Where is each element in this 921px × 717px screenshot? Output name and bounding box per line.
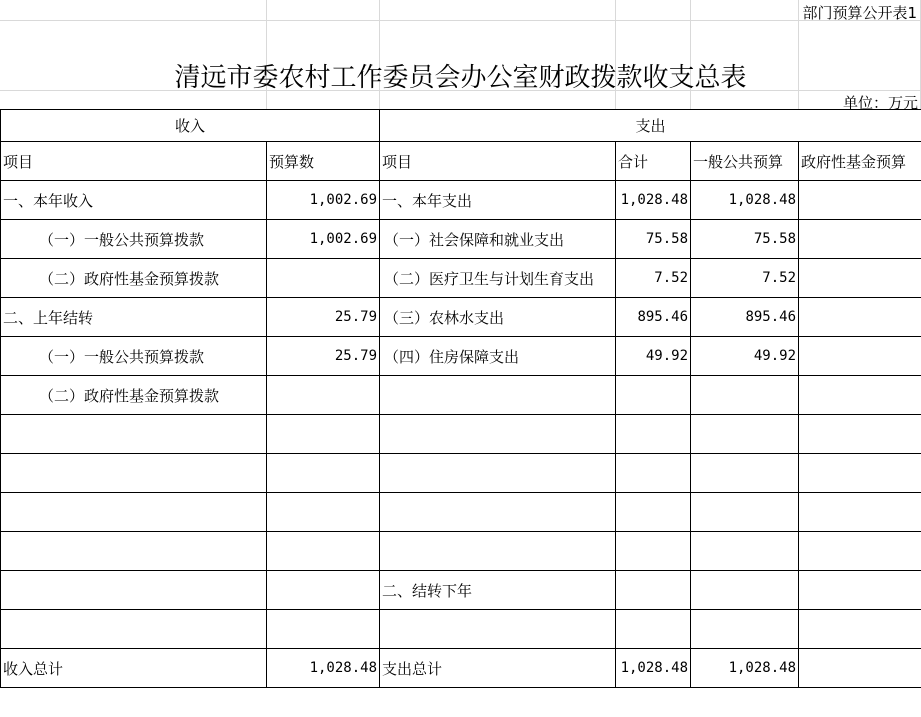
expense-fund-cell — [799, 181, 921, 220]
col-header-expense-fund: 政府性基金预算 — [799, 142, 921, 181]
income-item-cell: （二）政府性基金预算拨款 — [1, 259, 267, 298]
totals-row — [1, 649, 921, 688]
page-title: 清远市委农村工作委员会办公室财政拨款收支总表 — [174, 63, 747, 93]
income-total-value: 1,028.48 — [267, 649, 380, 688]
income-value-cell — [267, 454, 380, 493]
expense-general-cell — [691, 376, 799, 415]
expense-fund-cell — [799, 415, 921, 454]
income-value-cell — [267, 493, 380, 532]
expense-total-cell — [616, 532, 691, 571]
expense-general-cell — [691, 532, 799, 571]
table-row — [1, 259, 921, 298]
income-value-cell: 25.79 — [267, 298, 380, 337]
table-row — [1, 532, 921, 571]
table-row — [1, 493, 921, 532]
col-header-income-item: 项目 — [1, 142, 267, 181]
expense-item-cell — [380, 610, 616, 649]
income-total-label: 收入总计 — [1, 649, 267, 688]
income-item-cell: （一）一般公共预算拨款 — [1, 337, 267, 376]
expense-general-cell — [691, 571, 799, 610]
expense-fund-cell — [799, 376, 921, 415]
income-item-cell — [1, 610, 267, 649]
unit-label: 单位：万元 — [842, 94, 918, 112]
expense-general-cell — [691, 415, 799, 454]
expense-fund-cell — [799, 493, 921, 532]
income-value-cell: 1,002.69 — [267, 220, 380, 259]
expense-item-cell — [380, 532, 616, 571]
expense-item-cell: （三）农林水支出 — [380, 298, 616, 337]
income-section-header: 收入 — [1, 110, 380, 142]
expense-fund-cell — [799, 532, 921, 571]
table-row — [1, 454, 921, 493]
income-value-cell — [267, 610, 380, 649]
expense-total-fund — [799, 649, 921, 688]
expense-total-cell — [616, 610, 691, 649]
income-value-cell: 25.79 — [267, 337, 380, 376]
form-number: 部门预算公开表1 — [802, 4, 917, 22]
col-header-expense-general: 一般公共预算 — [691, 142, 799, 181]
table-row — [1, 610, 921, 649]
expense-total-cell — [616, 454, 691, 493]
expense-total-cell — [616, 415, 691, 454]
income-item-cell: （二）政府性基金预算拨款 — [1, 376, 267, 415]
col-header-income-budget: 预算数 — [267, 142, 380, 181]
expense-item-cell — [380, 454, 616, 493]
expense-total-cell — [616, 493, 691, 532]
table-row — [1, 181, 921, 220]
col-header-expense-total: 合计 — [616, 142, 691, 181]
expense-item-cell: （二）医疗卫生与计划生育支出 — [380, 259, 616, 298]
expense-total-sum: 1,028.48 — [616, 649, 691, 688]
expense-general-cell: 1,028.48 — [691, 181, 799, 220]
table-body — [1, 181, 921, 649]
expense-total-general: 1,028.48 — [691, 649, 799, 688]
income-item-cell: （一）一般公共预算拨款 — [1, 220, 267, 259]
income-value-cell — [267, 571, 380, 610]
expense-fund-cell — [799, 337, 921, 376]
expense-total-label: 支出总计 — [380, 649, 616, 688]
expense-fund-cell — [799, 220, 921, 259]
expense-total-cell: 75.58 — [616, 220, 691, 259]
expense-general-cell — [691, 454, 799, 493]
table-row — [1, 298, 921, 337]
expense-item-cell: （一）社会保障和就业支出 — [380, 220, 616, 259]
income-item-cell — [1, 532, 267, 571]
expense-total-cell: 7.52 — [616, 259, 691, 298]
expense-item-cell — [380, 415, 616, 454]
table-row — [1, 376, 921, 415]
table-row — [1, 220, 921, 259]
table-row — [1, 337, 921, 376]
expense-item-cell: 一、本年支出 — [380, 181, 616, 220]
expense-item-cell: （四）住房保障支出 — [380, 337, 616, 376]
income-item-cell: 二、上年结转 — [1, 298, 267, 337]
expense-item-cell: 二、结转下年 — [380, 571, 616, 610]
expense-total-cell: 49.92 — [616, 337, 691, 376]
expense-total-cell — [616, 571, 691, 610]
income-value-cell — [267, 376, 380, 415]
col-header-expense-item: 项目 — [380, 142, 616, 181]
expense-total-cell: 1,028.48 — [616, 181, 691, 220]
expense-general-cell: 7.52 — [691, 259, 799, 298]
income-value-cell — [267, 259, 380, 298]
income-item-cell — [1, 415, 267, 454]
budget-table — [0, 109, 921, 688]
expense-general-cell — [691, 493, 799, 532]
expense-general-cell: 75.58 — [691, 220, 799, 259]
income-item-cell — [1, 493, 267, 532]
gridline — [0, 20, 921, 21]
expense-fund-cell — [799, 610, 921, 649]
expense-fund-cell — [799, 454, 921, 493]
section-header-row — [1, 110, 921, 142]
expense-general-cell: 49.92 — [691, 337, 799, 376]
income-item-cell — [1, 571, 267, 610]
expense-total-cell: 895.46 — [616, 298, 691, 337]
expense-item-cell — [380, 493, 616, 532]
expense-total-cell — [616, 376, 691, 415]
expense-general-cell — [691, 610, 799, 649]
table-row — [1, 415, 921, 454]
expense-fund-cell — [799, 298, 921, 337]
column-header-row — [1, 142, 921, 181]
table-row — [1, 571, 921, 610]
income-value-cell — [267, 415, 380, 454]
income-item-cell — [1, 454, 267, 493]
income-item-cell: 一、本年收入 — [1, 181, 267, 220]
income-value-cell — [267, 532, 380, 571]
expense-general-cell: 895.46 — [691, 298, 799, 337]
expense-item-cell — [380, 376, 616, 415]
expense-fund-cell — [799, 259, 921, 298]
expense-fund-cell — [799, 571, 921, 610]
expense-section-header: 支出 — [380, 110, 921, 142]
income-value-cell: 1,002.69 — [267, 181, 380, 220]
